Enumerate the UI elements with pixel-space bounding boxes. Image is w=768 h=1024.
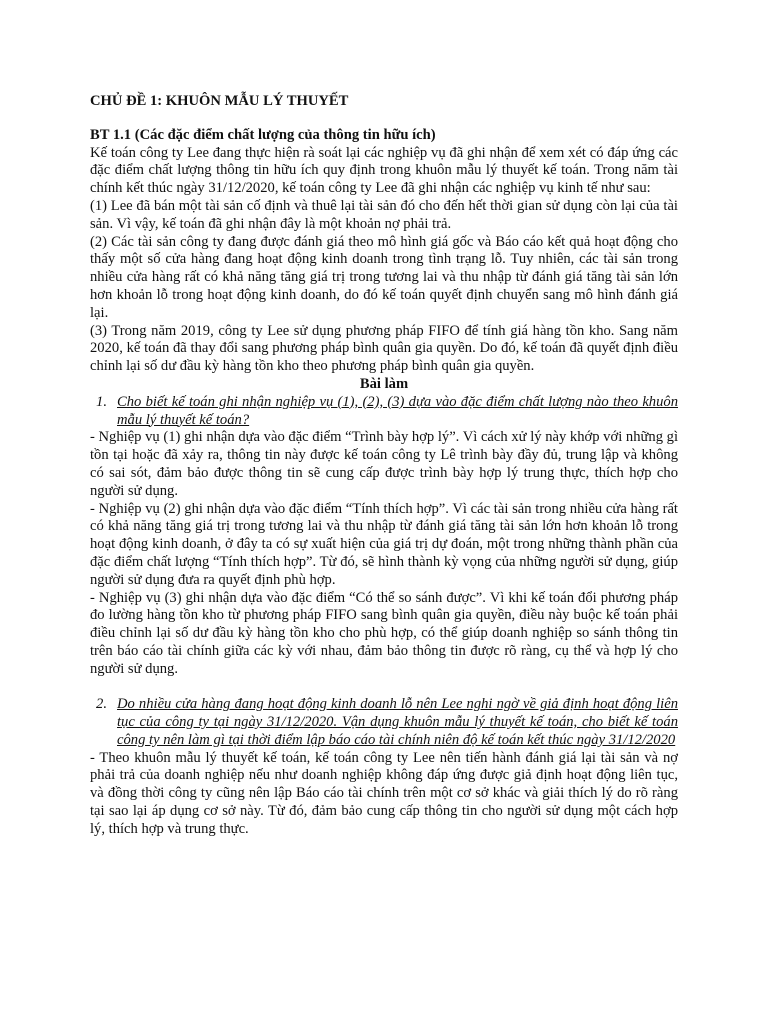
question-text: Do nhiều cửa hàng đang hoạt động kinh doanh lỗ nên Lee nghi ngờ về giả định hoạt động liên tục của công ty tại ngày 31/12/2020. Vận dụng khuôn mẫu lý thuyết kế toán, cho biết kế toán công ty nên làm gì tại thời điểm lập báo cáo tài chính niên độ kế toán kết thúc ngày 31/12/2020 <box>117 696 678 748</box>
answer-paragraph: - Nghiệp vụ (1) ghi nhận dựa vào đặc điểm “Trình bày hợp lý”. Vì cách xử lý này khớp với những gì tồn tại hoặc đã xảy ra, thông tin này được kế toán công ty Lê trình bày đầy đủ, trung lập và không có sai sót, đảm bảo được thông tin sẽ cung cấp được trình bày hợp lý trung thực, thích hợp cho người sử dụng. <box>90 429 678 499</box>
list-item: (1) Lee đã bán một tài sản cố định và thuê lại tài sản đó cho đến hết thời gian sử dụng còn lại của tài sản. Vì vậy, kế toán đã ghi nhận đây là một khoản nợ phải trả. <box>90 197 678 232</box>
document-title: CHỦ ĐỀ 1: KHUÔN MẪU LÝ THUYẾT <box>90 93 349 109</box>
answer-paragraph: - Theo khuôn mẫu lý thuyết kế toán, kế toán công ty Lee nên tiến hành đánh giá lại tài sản và nợ phải trả của doanh nghiệp nếu như doanh nghiệp không đáp ứng được giả định hoạt động liên tục, và đồng thời công ty cũng nên lập Báo cáo tài chính trên một cơ sở khác và giải thích lý do rõ ràng tại sao lại áp dụng cơ sở này. Từ đó, đảm bảo cung cấp thông tin cho người sử dụng một cách hợp lý, thích hợp và trung thực. <box>90 749 678 837</box>
exercise-title: BT 1.1 (Các đặc điểm chất lượng của thông tin hữu ích) <box>90 126 436 143</box>
answer-paragraph: - Nghiệp vụ (2) ghi nhận dựa vào đặc điểm “Tính thích hợp”. Vì các tài sản trong nhiều cửa hàng rất có khả năng tăng giá trị trong tương lai và thu nhập từ đánh giá tăng tài sản lớn hơn khoản lỗ trong hoạt động kinh doanh, ở đây ta có sự xuất hiện của giá trị dự đoán, một trong những thành phần của đặc điểm chất lượng “Tính thích hợp”. Từ đó, sẽ hình thành kỳ vọng của những người sử dụng, giúp người sử dụng đưa ra quyết định phù hợp. <box>90 500 678 588</box>
question-2 <box>90 696 678 749</box>
question-number: 2. <box>96 696 107 713</box>
list-item: (3) Trong năm 2019, công ty Lee sử dụng phương pháp FIFO để tính giá hàng tồn kho. Sang năm 2020, kế toán đã thay đổi sang phương pháp bình quân gia quyền. Do đó, kế toán đã quyết định điều chỉnh lại số dư đầu kỳ hàng tồn kho theo phương pháp bình quân gia quyền. <box>90 322 678 375</box>
answer-paragraph: - Nghiệp vụ (3) ghi nhận dựa vào đặc điểm “Có thể so sánh được”. Vì khi kế toán đổi phương pháp đo lường hàng tồn kho từ phương pháp FIFO sang bình quân gia quyền, điều này buộc kế toán phải điều chỉnh lại số dư đầu kỳ hàng tồn kho cho phù hợp, có thể giúp doanh nghiệp so sánh thông tin trên báo cáo tài chính giữa các kỳ với nhau, đảm bảo thông tin được rõ ràng, cụ thể và hợp lý cho người sử dụng. <box>90 589 678 677</box>
blank-line <box>90 679 678 697</box>
question-number: 1. <box>96 393 107 410</box>
list-item: (2) Các tài sản công ty đang được đánh giá theo mô hình giá gốc và Báo cáo kết quả hoạt động cho thấy một số cửa hàng đang hoạt động kinh doanh trong tình trạng lỗ. Tuy nhiên, các tài sản trong nhiều cửa hàng rất có khả năng tăng giá trị trong tương lai và thu nhập từ đánh giá tăng tài sản lớn hơn khoản lỗ trong hoạt động kinh doanh, do đó kế toán quyết định chuyển sang mô hình đánh giá lại. <box>90 233 678 321</box>
solution-heading: Bài làm <box>359 375 409 392</box>
question-text: Cho biết kế toán ghi nhận nghiệp vụ (1), (2), (3) dựa vào đặc điểm chất lượng nào theo khuôn mẫu lý thuyết kế toán? <box>117 393 678 428</box>
intro-paragraph: Kế toán công ty Lee đang thực hiện rà soát lại các nghiệp vụ đã ghi nhận để xem xét có đáp ứng các đặc điểm chất lượng thông tin hữu ích quy định trong khuôn mẫu lý thuyết kế toán. Trong năm tài chính kết thúc ngày 31/12/2020, kế toán công ty Lee đã ghi nhận các nghiệp vụ kinh tế như sau: <box>90 144 678 197</box>
document-page <box>90 93 678 839</box>
question-1 <box>90 394 678 430</box>
